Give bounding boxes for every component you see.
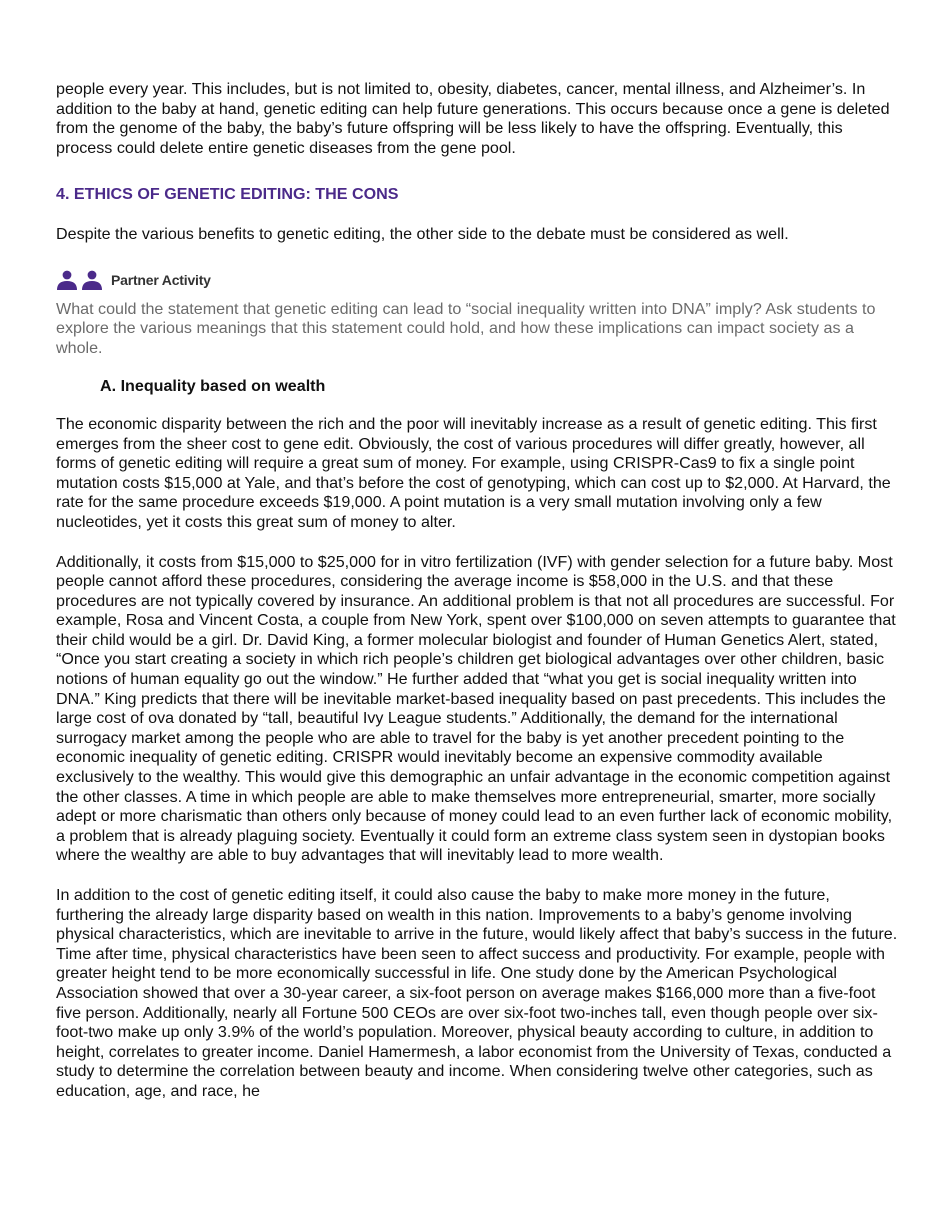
intro-continuation-paragraph: people every year. This includes, but is not limited to, obesity, diabetes, cancer, mental illness, and Alzheimer’s. In addition to the baby at hand, genetic editing can help future generations. This occurs because once a gene is deleted from the genome of the baby, the baby’s future offspring will be less likely to have the offspring. Eventually, this process could delete entire genetic diseases from the gene pool. bbox=[56, 80, 890, 157]
subheading-inequality-wealth: A. Inequality based on wealth bbox=[100, 377, 326, 396]
body-paragraph-1: The economic disparity between the rich and the poor will inevitably increase as a result of genetic editing. This first emerges from the sheer cost to gene edit. Obviously, the cost of various procedures will differ greatly, however, all forms of genetic editing will require a great sum of money. For example, using CRISPR-Cas9 to fix a single point mutation costs $15,000 at Yale, and that’s before the cost of genotyping, which can cost up to $2,000. At Harvard, the rate for the same procedure exceeds $19,000. A point mutation is a very small mutation involving only a few nucleotides, yet it costs this great sum of money to alter. bbox=[56, 414, 891, 531]
partner-activity-text: What could the statement that genetic editing can lead to “social inequality written into DNA” imply? Ask students to explore the various meanings that this statement could hold, and how these implications can impact society as a whole. bbox=[56, 299, 876, 357]
two-people-icon bbox=[56, 270, 103, 290]
partner-activity-label: Partner Activity bbox=[111, 271, 211, 288]
document-page bbox=[56, 80, 898, 1102]
section-intro-paragraph: Despite the various benefits to genetic editing, the other side to the debate must be considered as well. bbox=[56, 224, 789, 243]
body-paragraph-3: In addition to the cost of genetic editing itself, it could also cause the baby to make more money in the future, furthering the already large disparity based on wealth in this nation. Improvements to a baby’s genome involving physical characteristics, which are inevitable to arrive in the future, would likely affect that baby’s success in the future. Time after time, physical characteristics have been seen to affect success and productivity. For example, people with greater height tend to be more economically successful in life. One study done by the American Psychological Association showed that over a 30-year career, a six-foot person on average makes $166,000 more than a five-foot five person. Additionally, nearly all Fortune 500 CEOs are over six-foot two-inches tall, even though people over six-foot-two make up only 3.9% of the world’s population. Moreover, physical beauty according to culture, in addition to height, correlates to greater income. Daniel Hamermesh, a labor economist from the University of Texas, conducted a study to determine the correlation between beauty and income. When considering twelve other categories, such as education, age, and race, he bbox=[56, 886, 898, 1100]
partner-activity-header bbox=[56, 269, 898, 291]
body-paragraph-2: Additionally, it costs from $15,000 to $25,000 for in vitro fertilization (IVF) with gender selection for a future baby. Most people cannot afford these procedures, considering the average income is $58,000 in the U.S. and that these procedures are not typically covered by insurance. An additional problem is that not all procedures are successful. For example, Rosa and Vincent Costa, a couple from New York, spent over $100,000 on seven attempts to guarantee that their child would be a girl. Dr. David King, a former molecular biologist and founder of Human Genetics Alert, stated, “Once you start creating a society in which rich people’s children get biological advantages over other children, basic notions of human equality go out the window.” He further added that “what you get is social inequality written into DNA.” King predicts that there will be inevitable market-based inequality based on past precedents. This includes the large cost of ova donated by “tall, beautiful Ivy League students.” Additionally, the demand for the international surrogacy market among the people who are able to travel for the baby is yet another precedent pointing to the economic inequality of genetic editing. CRISPR would inevitably become an expensive commodity available exclusively to the wealthy. This would give this demographic an unfair advantage in the economic competition against the other classes. A time in which people are able to make themselves more entrepreneurial, smarter, more socially adept or more charismatic than others only because of money could lead to an even further lack of economic mobility, a problem that is already plaguing society. Eventually it could form an extreme class system seen in dystopian books where the wealthy are able to buy advantages that will inevitably lead to more wealth. bbox=[56, 552, 896, 865]
section-heading: 4. ETHICS OF GENETIC EDITING: THE CONS bbox=[56, 185, 399, 204]
